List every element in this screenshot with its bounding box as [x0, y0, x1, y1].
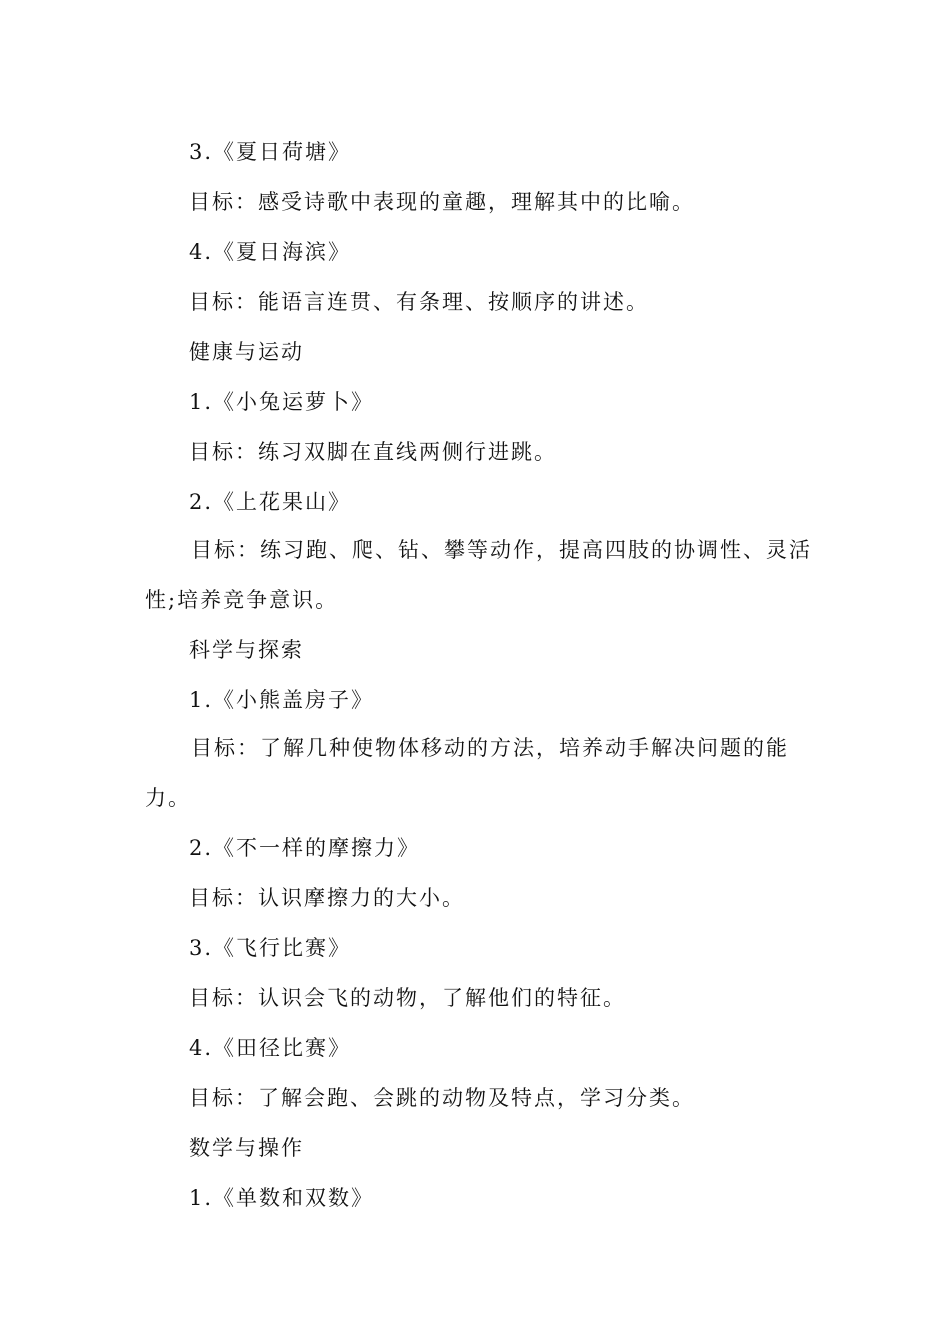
paragraph-line: 性;培养竞争意识。	[145, 588, 339, 612]
lesson-title-xiari-hetang: 3.《夏日荷塘》	[189, 140, 352, 164]
lesson-goal: 目标：认识摩擦力的大小。	[189, 886, 465, 910]
section-heading-science: 科学与探索	[189, 638, 304, 662]
lesson-goal: 目标：感受诗歌中表现的童趣，理解其中的比喻。	[189, 190, 695, 214]
lesson-goal-paragraph	[145, 525, 815, 625]
lesson-goal: 目标：能语言连贯、有条理、按顺序的讲述。	[189, 290, 649, 314]
lesson-goal: 目标：练习双脚在直线两侧行进跳。	[189, 440, 557, 464]
section-heading-health: 健康与运动	[189, 340, 304, 364]
paragraph-line: 目标：练习跑、爬、钻、攀等动作，提高四肢的协调性、灵活	[191, 538, 812, 562]
paragraph-line: 目标：了解几种使物体移动的方法，培养动手解决问题的能	[191, 736, 789, 760]
lesson-title-mocali: 2.《不一样的摩擦力》	[189, 836, 421, 860]
lesson-title-huaguoshan: 2.《上花果山》	[189, 490, 352, 514]
lesson-goal-paragraph	[145, 723, 815, 823]
lesson-title-tianjing: 4.《田径比赛》	[189, 1036, 352, 1060]
lesson-title-feixing: 3.《飞行比赛》	[189, 936, 352, 960]
section-heading-math: 数学与操作	[189, 1136, 304, 1160]
lesson-goal: 目标：了解会跑、会跳的动物及特点，学习分类。	[189, 1086, 695, 1110]
lesson-goal: 目标：认识会飞的动物，了解他们的特征。	[189, 986, 626, 1010]
lesson-title-xiari-haibin: 4.《夏日海滨》	[189, 240, 352, 264]
lesson-title-xiaoxiong: 1.《小熊盖房子》	[189, 688, 375, 712]
lesson-title-xiaotu: 1.《小兔运萝卜》	[189, 390, 375, 414]
paragraph-line: 力。	[145, 786, 191, 810]
lesson-title-danshu: 1.《单数和双数》	[189, 1186, 375, 1210]
